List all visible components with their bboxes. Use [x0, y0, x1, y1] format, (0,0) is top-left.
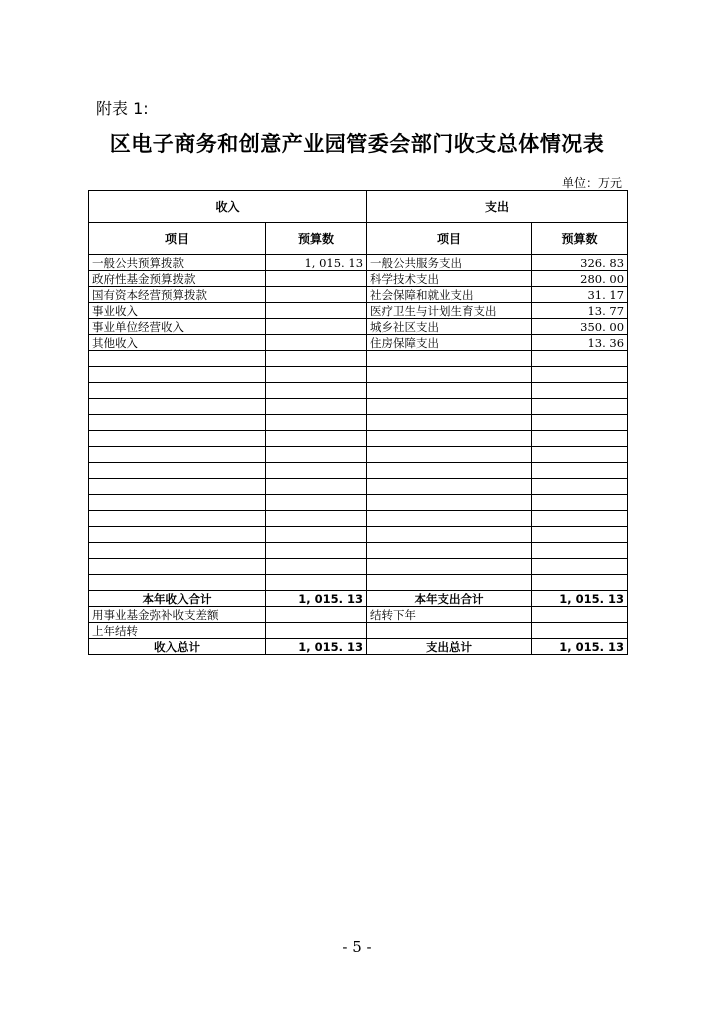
income-budget-cell: [266, 287, 367, 303]
expense-budget-cell: [532, 511, 628, 527]
expense-budget-cell: [532, 351, 628, 367]
income-budget-cell: [266, 543, 367, 559]
income-item-cell: [89, 479, 266, 495]
expense-item-cell: 科学技术支出: [367, 271, 532, 287]
income-budget-cell: [266, 463, 367, 479]
income-item-cell: [89, 463, 266, 479]
expense-item-cell: [367, 623, 532, 639]
table-row: [89, 415, 628, 431]
table-row: [89, 287, 628, 303]
income-item-cell: 事业收入: [89, 303, 266, 319]
table-row: [89, 559, 628, 575]
table-row: [89, 511, 628, 527]
expense-item-cell: [367, 495, 532, 511]
income-budget-cell: 1, 015. 13: [266, 591, 367, 607]
expense-item-cell: [367, 527, 532, 543]
income-item-cell: [89, 559, 266, 575]
expense-budget-cell: [532, 527, 628, 543]
expense-item-cell: 结转下年: [367, 607, 532, 623]
table-row: [89, 335, 628, 351]
expense-budget-cell: [532, 559, 628, 575]
income-budget-cell: [266, 607, 367, 623]
expense-item-cell: [367, 399, 532, 415]
expense-budget-cell: 326. 83: [532, 255, 628, 271]
expense-budget-cell: [532, 607, 628, 623]
table-row: [89, 447, 628, 463]
income-budget-cell: [266, 527, 367, 543]
expense-budget-cell: 31. 17: [532, 287, 628, 303]
income-budget-cell: [266, 575, 367, 591]
expense-item-cell: [367, 351, 532, 367]
income-budget-cell: [266, 559, 367, 575]
table-row: [89, 367, 628, 383]
table-row: [89, 591, 628, 607]
income-item-cell: [89, 511, 266, 527]
table-row: [89, 319, 628, 335]
expense-item-cell: 社会保障和就业支出: [367, 287, 532, 303]
expense-budget-cell: 13. 77: [532, 303, 628, 319]
expense-item-cell: [367, 575, 532, 591]
expense-item-cell: [367, 415, 532, 431]
income-budget-cell: [266, 335, 367, 351]
income-budget-cell: [266, 623, 367, 639]
expense-item-cell: [367, 511, 532, 527]
table-row: [89, 383, 628, 399]
income-item-cell: 收入总计: [89, 639, 266, 655]
expense-budget-cell: [532, 431, 628, 447]
expense-item-cell: [367, 463, 532, 479]
income-item-header: 项目: [89, 223, 266, 255]
table-row: [89, 623, 628, 639]
page-title: 区电子商务和创意产业园管委会部门收支总体情况表: [109, 131, 605, 156]
income-budget-cell: [266, 479, 367, 495]
section-header-row: [89, 191, 628, 223]
table-row: [89, 607, 628, 623]
income-budget-cell: [266, 367, 367, 383]
income-section-header: 收入: [89, 191, 367, 223]
income-item-cell: 上年结转: [89, 623, 266, 639]
income-budget-cell: 1, 015. 13: [266, 639, 367, 655]
table-row: [89, 351, 628, 367]
income-item-cell: 国有资本经营预算拨款: [89, 287, 266, 303]
expense-budget-cell: 280. 00: [532, 271, 628, 287]
income-item-cell: [89, 367, 266, 383]
income-item-cell: [89, 575, 266, 591]
expense-budget-cell: [532, 399, 628, 415]
income-item-cell: 用事业基金弥补收支差额: [89, 607, 266, 623]
expense-budget-cell: [532, 463, 628, 479]
budget-table: [88, 190, 628, 655]
unit-label: 单位：万元: [561, 176, 622, 190]
attachment-label: 附表 1:: [96, 99, 149, 118]
expense-budget-cell: [532, 383, 628, 399]
income-item-cell: [89, 383, 266, 399]
expense-budget-cell: 350. 00: [532, 319, 628, 335]
income-budget-cell: [266, 511, 367, 527]
income-item-cell: [89, 351, 266, 367]
table-row: [89, 639, 628, 655]
expense-item-cell: [367, 367, 532, 383]
expense-budget-cell: [532, 543, 628, 559]
income-budget-cell: [266, 383, 367, 399]
expense-item-cell: [367, 383, 532, 399]
income-budget-cell: 1, 015. 13: [266, 255, 367, 271]
expense-item-header: 项目: [367, 223, 532, 255]
expense-item-cell: [367, 447, 532, 463]
expense-item-cell: 医疗卫生与计划生育支出: [367, 303, 532, 319]
expense-item-cell: 本年支出合计: [367, 591, 532, 607]
expense-budget-cell: 13. 36: [532, 335, 628, 351]
expense-budget-cell: 1, 015. 13: [532, 639, 628, 655]
table-row: [89, 255, 628, 271]
table-row: [89, 575, 628, 591]
income-item-cell: [89, 495, 266, 511]
table-row: [89, 495, 628, 511]
expense-item-cell: [367, 431, 532, 447]
income-budget-cell: [266, 351, 367, 367]
expense-section-header: 支出: [367, 191, 628, 223]
page-number: - 5 -: [342, 938, 372, 956]
income-item-cell: [89, 431, 266, 447]
income-item-cell: 事业单位经营收入: [89, 319, 266, 335]
table-row: [89, 479, 628, 495]
income-budget-cell: [266, 495, 367, 511]
income-item-cell: 本年收入合计: [89, 591, 266, 607]
expense-item-cell: [367, 479, 532, 495]
table-row: [89, 527, 628, 543]
income-item-cell: [89, 527, 266, 543]
expense-budget-cell: [532, 479, 628, 495]
income-budget-header: 预算数: [266, 223, 367, 255]
expense-budget-cell: 1, 015. 13: [532, 591, 628, 607]
table-row: [89, 463, 628, 479]
income-budget-cell: [266, 303, 367, 319]
table-row: [89, 431, 628, 447]
expense-budget-cell: [532, 495, 628, 511]
expense-budget-cell: [532, 415, 628, 431]
income-item-cell: [89, 543, 266, 559]
table-row: [89, 399, 628, 415]
expense-item-cell: 支出总计: [367, 639, 532, 655]
expense-item-cell: [367, 543, 532, 559]
table-row: [89, 543, 628, 559]
expense-budget-cell: [532, 447, 628, 463]
table-row: [89, 271, 628, 287]
income-budget-cell: [266, 447, 367, 463]
expense-item-cell: 城乡社区支出: [367, 319, 532, 335]
column-header-row: [89, 223, 628, 255]
income-item-cell: [89, 447, 266, 463]
expense-item-cell: 一般公共服务支出: [367, 255, 532, 271]
income-item-cell: 政府性基金预算拨款: [89, 271, 266, 287]
expense-item-cell: [367, 559, 532, 575]
table-row: [89, 303, 628, 319]
expense-budget-cell: [532, 623, 628, 639]
income-item-cell: [89, 415, 266, 431]
income-budget-cell: [266, 431, 367, 447]
expense-budget-header: 预算数: [532, 223, 628, 255]
income-item-cell: 一般公共预算拨款: [89, 255, 266, 271]
income-item-cell: 其他收入: [89, 335, 266, 351]
income-budget-cell: [266, 319, 367, 335]
income-budget-cell: [266, 271, 367, 287]
expense-budget-cell: [532, 575, 628, 591]
expense-budget-cell: [532, 367, 628, 383]
expense-item-cell: 住房保障支出: [367, 335, 532, 351]
income-budget-cell: [266, 399, 367, 415]
income-budget-cell: [266, 415, 367, 431]
income-item-cell: [89, 399, 266, 415]
